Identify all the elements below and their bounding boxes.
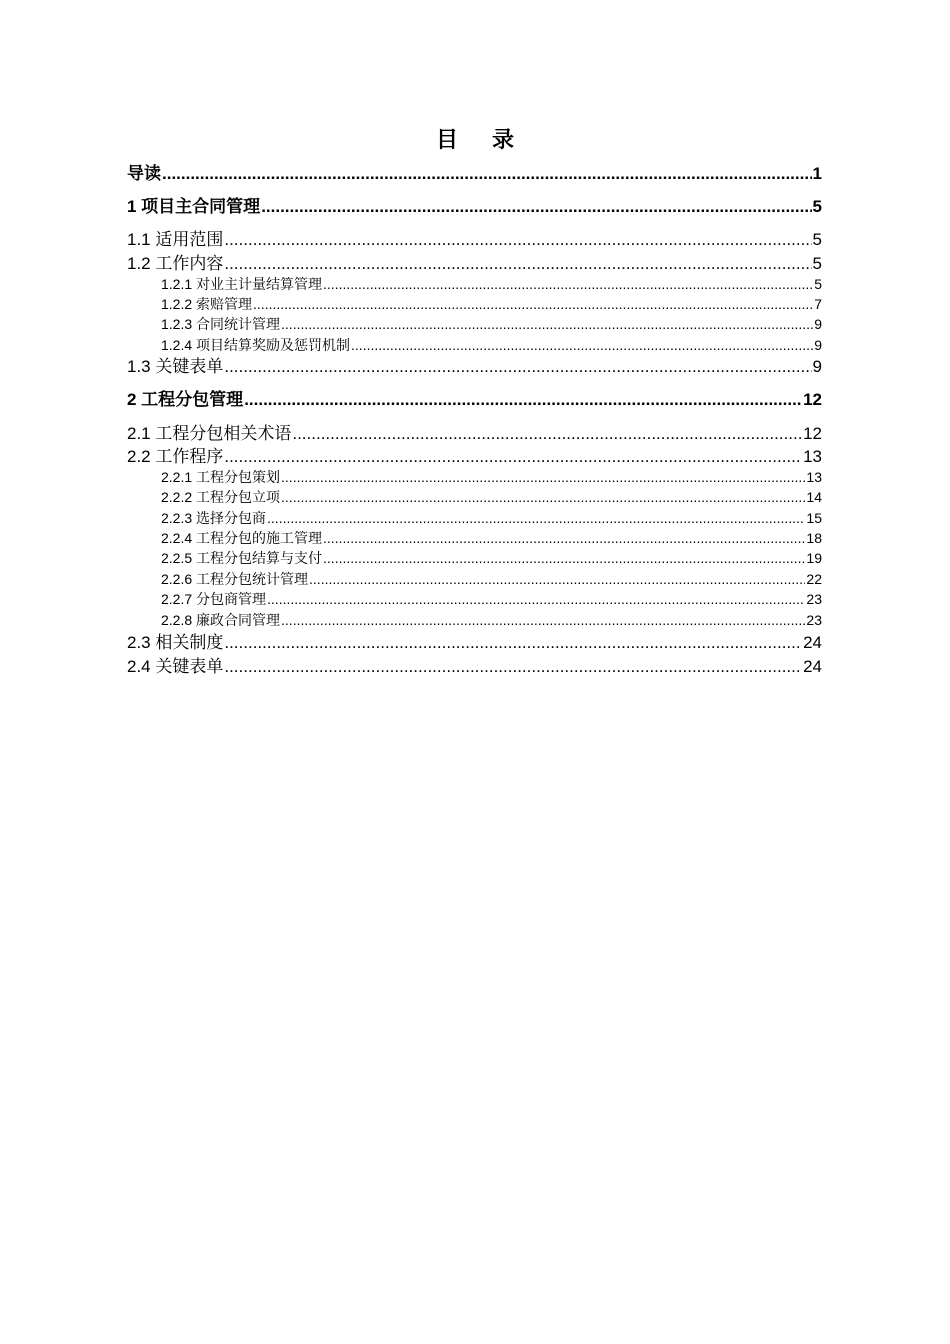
toc-entry-label: 2.2.1 工程分包策划 — [161, 469, 281, 485]
toc-entry[interactable] — [161, 296, 822, 313]
toc-dot-leader — [281, 612, 805, 629]
toc-entry[interactable] — [127, 164, 822, 184]
toc-entry-page-number: 13 — [803, 447, 822, 466]
toc-entry-page-number: 9 — [814, 337, 822, 353]
toc-dot-leader — [224, 447, 802, 467]
toc-entry[interactable] — [161, 276, 822, 293]
toc-entry-label: 2.2.2 工程分包立项 — [161, 489, 281, 505]
toc-entry-label: 2.2.7 分包商管理 — [161, 591, 267, 607]
toc-dot-leader — [281, 469, 805, 486]
toc-entry-page-number: 5 — [812, 197, 822, 216]
toc-entry-label: 1.1 适用范围 — [127, 230, 224, 249]
toc-dot-leader — [309, 571, 805, 588]
toc-entry[interactable] — [127, 447, 822, 467]
toc-entry-page-number: 22 — [806, 571, 822, 587]
toc-entry-page-number: 1 — [812, 164, 822, 183]
toc-entry-page-number: 14 — [806, 489, 822, 505]
toc-entry[interactable] — [161, 510, 822, 527]
toc-entry-label: 2.2.5 工程分包结算与支付 — [161, 550, 323, 566]
toc-entry[interactable] — [127, 254, 822, 274]
toc-entry-page-number: 7 — [814, 296, 822, 312]
toc-entry-page-number: 19 — [806, 550, 822, 566]
toc-entry-page-number: 9 — [812, 357, 822, 376]
toc-entry-label: 1 项目主合同管理 — [127, 197, 261, 216]
toc-entry-label: 1.2.2 索赔管理 — [161, 296, 253, 312]
toc-dot-leader — [323, 530, 805, 547]
toc-entry-page-number: 9 — [814, 316, 822, 332]
toc-dot-leader — [351, 337, 813, 354]
toc-entry-label: 1.2.4 项目结算奖励及惩罚机制 — [161, 337, 351, 353]
toc-entry-label: 导读 — [127, 164, 161, 183]
toc-entry-page-number: 15 — [806, 510, 822, 526]
toc-dot-leader — [261, 197, 811, 217]
toc-entry-label: 2.4 关键表单 — [127, 657, 224, 676]
toc-entry-label: 2.2.6 工程分包统计管理 — [161, 571, 309, 587]
toc-dot-leader — [323, 550, 805, 567]
toc-entry[interactable] — [161, 591, 822, 608]
toc-entry-label: 1.3 关键表单 — [127, 357, 224, 376]
toc-entry-label: 2.3 相关制度 — [127, 633, 224, 652]
toc-dot-leader — [292, 424, 802, 444]
toc-entry[interactable] — [161, 571, 822, 588]
toc-entry[interactable] — [127, 633, 822, 653]
toc-entry[interactable] — [161, 530, 822, 547]
toc-dot-leader — [224, 254, 811, 274]
toc-entry-label: 2.2.3 选择分包商 — [161, 510, 267, 526]
toc-dot-leader — [224, 357, 811, 377]
toc-entry-label: 1.2.1 对业主计量结算管理 — [161, 276, 323, 292]
toc-entry-page-number: 5 — [814, 276, 822, 292]
toc-entry-page-number: 13 — [806, 469, 822, 485]
toc-entry[interactable] — [161, 337, 822, 354]
toc-entry-label: 1.2.3 合同统计管理 — [161, 316, 281, 332]
toc-entry[interactable] — [127, 657, 822, 677]
toc-dot-leader — [281, 489, 805, 506]
toc-entry-page-number: 24 — [803, 657, 822, 676]
toc-entry-page-number: 5 — [812, 230, 822, 249]
toc-dot-leader — [244, 390, 802, 410]
toc-entry-page-number: 18 — [806, 530, 822, 546]
toc-entry[interactable] — [127, 424, 822, 444]
toc-entry-label: 1.2 工作内容 — [127, 254, 224, 273]
toc-dot-leader — [224, 657, 802, 677]
toc-entry-page-number: 12 — [803, 424, 822, 443]
toc-entry[interactable] — [161, 612, 822, 629]
toc-dot-leader — [224, 633, 802, 653]
toc-dot-leader — [162, 164, 812, 184]
toc-dot-leader — [267, 510, 805, 527]
toc-entry[interactable] — [161, 489, 822, 506]
toc-dot-leader — [323, 276, 813, 293]
toc-dot-leader — [253, 296, 813, 313]
toc-entry[interactable] — [161, 469, 822, 486]
toc-entry-page-number: 24 — [803, 633, 822, 652]
toc-entry-label: 2.1 工程分包相关术语 — [127, 424, 292, 443]
toc-entry[interactable] — [127, 197, 822, 217]
toc-dot-leader — [224, 230, 811, 250]
toc-entry[interactable] — [127, 357, 822, 377]
toc-dot-leader — [267, 591, 805, 608]
toc-entry-label: 2 工程分包管理 — [127, 390, 244, 409]
toc-entry[interactable] — [161, 316, 822, 333]
toc-entry[interactable] — [161, 550, 822, 567]
toc-entry-label: 2.2 工作程序 — [127, 447, 224, 466]
toc-entry[interactable] — [127, 390, 822, 410]
toc-dot-leader — [281, 316, 813, 333]
toc-entry-page-number: 12 — [803, 390, 822, 409]
toc-entry-label: 2.2.4 工程分包的施工管理 — [161, 530, 323, 546]
toc-entry[interactable] — [127, 230, 822, 250]
toc-entry-page-number: 23 — [806, 591, 822, 607]
toc-entry-page-number: 23 — [806, 612, 822, 628]
toc-entry-page-number: 5 — [812, 254, 822, 273]
toc-title: 目 录 — [435, 127, 529, 152]
toc-entry-label: 2.2.8 廉政合同管理 — [161, 612, 281, 628]
